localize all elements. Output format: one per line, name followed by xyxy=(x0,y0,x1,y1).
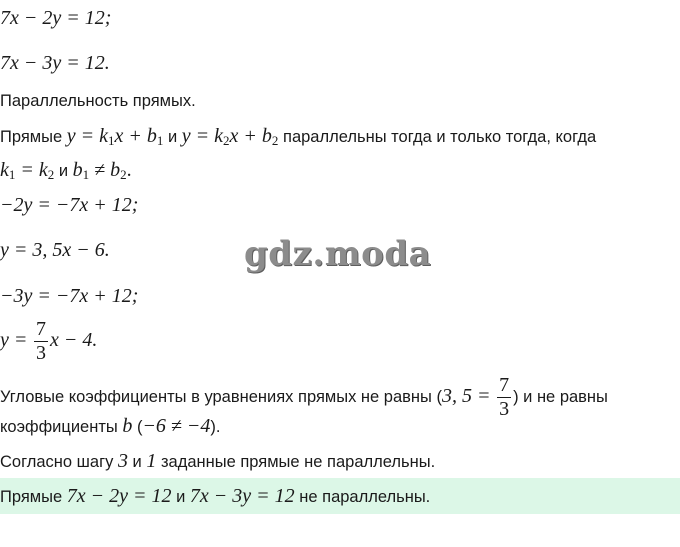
answer-text-2: и xyxy=(176,488,186,506)
equation-2 xyxy=(0,53,110,73)
coef-text-2: ( xyxy=(136,418,143,436)
condition-text: и xyxy=(58,162,69,180)
slopes-fraction: $\frac{7}{3}$ xyxy=(499,374,510,420)
step-4-lhs: y = xyxy=(0,328,28,351)
step-2 xyxy=(0,240,110,260)
equation-2-text: 7x − 3y = 12. xyxy=(0,52,110,74)
step-3 xyxy=(0,286,138,306)
rule-text-1: Прямые xyxy=(0,128,63,146)
coefficients-statement xyxy=(0,416,221,436)
rule-formula-2: $y = k_2x + b_2$ xyxy=(181,125,279,148)
steps-number-1: 3 xyxy=(117,450,128,472)
step-4-rhs: x − 4. xyxy=(49,328,98,351)
parallel-condition xyxy=(0,160,132,181)
step-4 xyxy=(0,319,97,364)
parallel-rule xyxy=(0,126,596,147)
rule-text-2: и xyxy=(167,128,178,146)
step-2-formula: y = 3, 5x − 6. xyxy=(0,239,110,261)
slopes-formula: 3, 5 = xyxy=(441,384,491,407)
answer-formula-2: 7x − 3y = 12 xyxy=(189,485,295,507)
steps-number-2: 1 xyxy=(146,450,157,472)
steps-text-3: заданные прямые не параллельны. xyxy=(160,453,436,471)
step-1 xyxy=(0,195,138,215)
slopes-text-1: Угловые коэффициенты в уравнениях прямых не равны ( xyxy=(0,387,442,406)
steps-conclusion xyxy=(0,451,435,471)
steps-text-2: и xyxy=(132,453,142,471)
step-1-formula: −2y = −7x + 12; xyxy=(0,194,139,216)
coef-text-3: ). xyxy=(210,418,221,436)
answer-text-3: не параллельны. xyxy=(299,488,431,506)
rule-formula-1: $y = k_1x + b_1$ xyxy=(66,125,164,148)
steps-text-1: Согласно шагу xyxy=(0,453,114,471)
heading-text: Параллельность прямых. xyxy=(0,92,196,110)
slopes-statement xyxy=(0,375,608,420)
answer-text-1: Прямые xyxy=(0,488,63,506)
answer-box xyxy=(0,478,680,514)
coef-formula-2: −6 ≠ −4 xyxy=(142,415,211,437)
equation-1-text: 7x − 2y = 12; xyxy=(0,7,112,29)
rule-text-3: параллельны тогда и только тогда, когда xyxy=(283,128,597,146)
condition-formula-2: $b_1 \ne b_2$. xyxy=(72,159,132,182)
slopes-text-2: ) и не равны xyxy=(513,387,608,406)
watermark-logo: gdz.moda xyxy=(244,234,432,274)
coef-text-1: коэффициенты xyxy=(0,418,118,436)
step-3-formula: −3y = −7x + 12; xyxy=(0,285,139,307)
coef-formula-1: b xyxy=(122,415,133,437)
answer-line xyxy=(0,486,430,506)
section-heading xyxy=(0,93,196,110)
equation-1 xyxy=(0,8,111,28)
condition-formula-1: $k_1 = k_2$ xyxy=(0,159,55,182)
step-4-fraction: $\frac{7}{3}$ xyxy=(35,318,46,364)
answer-formula-1: 7x − 2y = 12 xyxy=(66,485,172,507)
